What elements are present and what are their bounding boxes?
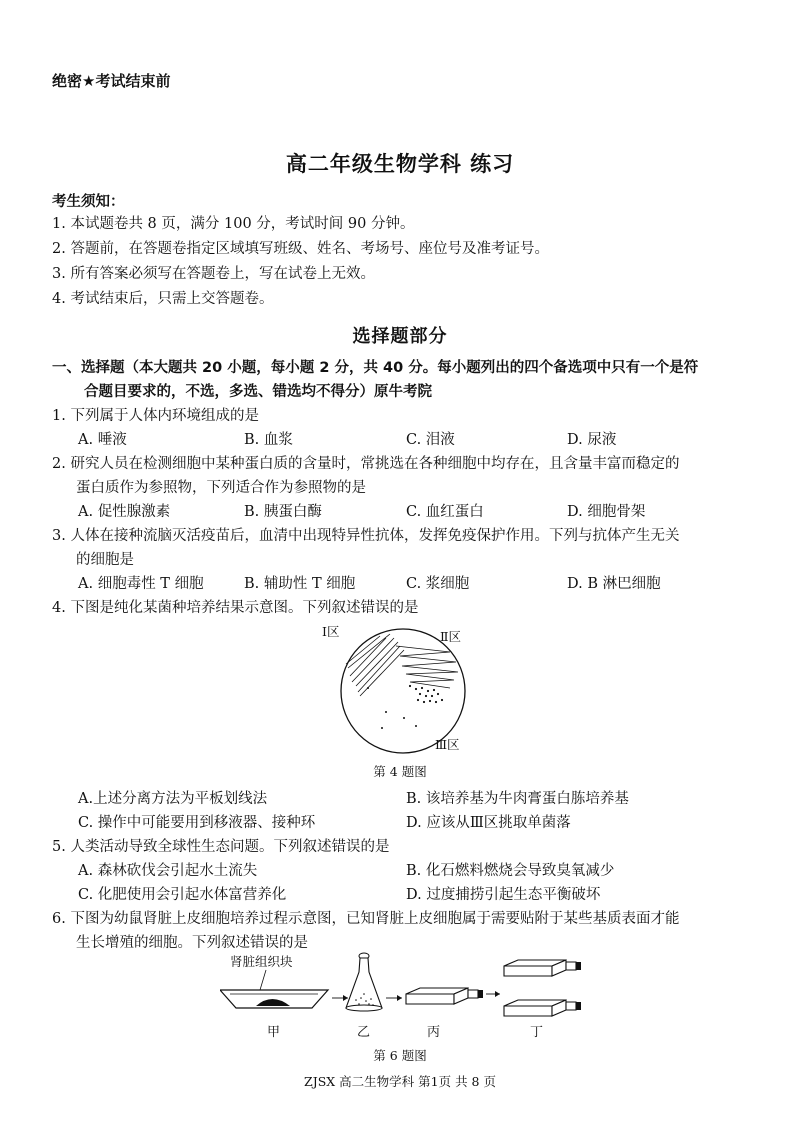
question-stem: 5. 人类活动导致全球性生态问题。下列叙述错误的是 [52, 839, 390, 855]
option-d: D. 细胞骨架 [567, 504, 646, 520]
option-d: D. B 淋巴细胞 [567, 576, 661, 592]
zone-2-label: Ⅱ区 [440, 629, 461, 644]
option-b: B. 化石燃料燃烧会导致臭氧减少 [406, 863, 615, 879]
page-title: 高二年级生物学科 练习 [285, 152, 515, 176]
option-d: D. 过度捕捞引起生态平衡破坏 [406, 887, 601, 903]
note-item: 4. 考试结束后，只需上交答题卷。 [52, 291, 274, 307]
option-a: A. 促性腺激素 [78, 504, 171, 520]
note-item: 3. 所有答案必须写在答题卷上，写在试卷上无效。 [52, 266, 375, 282]
question-stem: 的细胞是 [76, 552, 134, 568]
option-c: C. 泪液 [406, 432, 455, 448]
option-a: A. 唾液 [78, 432, 127, 448]
figure-caption: 第 6 题图 [373, 1048, 427, 1063]
option-d: D. 应该从Ⅲ区挑取单菌落 [406, 815, 571, 831]
option-a: A. 森林砍伐会引起水土流失 [78, 863, 258, 879]
option-b: B. 该培养基为牛肉膏蛋白胨培养基 [406, 791, 629, 807]
note-item: 2. 答题前，在答题卷指定区域填写班级、姓名、考场号、座位号及准考证号。 [52, 241, 549, 257]
question-stem: 蛋白质作为参照物，下列适合作为参照物的是 [76, 480, 366, 496]
petri-dish-figure [300, 616, 500, 756]
question-stem: 1. 下列属于人体内环境组成的是 [52, 408, 259, 424]
label-bing: 丙 [427, 1025, 441, 1040]
confidential-label: 绝密★考试结束前 [52, 72, 171, 90]
tissue-block-label: 肾脏组织块 [230, 954, 293, 969]
option-c: C. 浆细胞 [406, 576, 470, 592]
label-ding: 丁 [530, 1025, 544, 1040]
option-c: C. 化肥使用会引起水体富营养化 [78, 887, 287, 903]
conical-flask [346, 958, 382, 1008]
section-intro-line: 合题目要求的，不选，多选、错选均不得分）原牛考院 [84, 384, 432, 400]
figure-caption: 第 4 题图 [373, 764, 427, 779]
culture-flask-lower [504, 1000, 576, 1016]
question-stem: 4. 下图是纯化某菌种培养结果示意图。下列叙述错误的是 [52, 600, 419, 616]
question-stem: 2. 研究人员在检测细胞中某种蛋白质的含量时，常挑选在各种细胞中均存在，且含量丰富而稳定的 [52, 456, 680, 472]
option-a: A. 细胞毒性 T 细胞 [78, 576, 204, 592]
culture-flask-upper [504, 960, 576, 976]
option-b: B. 辅助性 T 细胞 [244, 576, 356, 592]
option-a: A.上述分离方法为平板划线法 [78, 791, 268, 807]
page-footer: ZJSX 高二生物学科 第1页 共 8 页 [304, 1074, 496, 1089]
option-c: C. 操作中可能要用到移液器、接种环 [78, 815, 316, 831]
culture-flask [406, 988, 478, 1004]
section-title: 选择题部分 [352, 326, 448, 347]
label-yi: 乙 [357, 1025, 371, 1040]
option-c: C. 血红蛋白 [406, 504, 484, 520]
label-pointer [260, 970, 266, 990]
notes-heading: 考生须知： [52, 194, 125, 210]
option-b: B. 胰蛋白酶 [244, 504, 322, 520]
question-stem: 6. 下图为幼鼠肾脏上皮细胞培养过程示意图，已知肾脏上皮细胞属于需要贴附于某些基质表面才能 [52, 911, 680, 927]
section-intro-line: 一、选择题（本大题共 20 小题，每小题 2 分，共 40 分。每小题列出的四个备选项中只有一个是符 [52, 360, 699, 376]
option-b: B. 血浆 [244, 432, 293, 448]
question-stem: 3. 人体在接种流脑灭活疫苗后，血清中出现特异性抗体，发挥免疫保护作用。下列与抗体产生无关 [52, 528, 680, 544]
question-stem: 生长增殖的细胞。下列叙述错误的是 [76, 935, 308, 951]
zone-3-label: Ⅲ区 [435, 737, 460, 752]
option-d: D. 尿液 [567, 432, 617, 448]
zone-1-label: Ⅰ区 [322, 624, 340, 639]
petri-dish [341, 629, 465, 753]
label-jia: 甲 [267, 1025, 281, 1040]
cell-culture-figure [220, 950, 590, 1046]
note-item: 1. 本试题卷共 8 页，满分 100 分，考试时间 90 分钟。 [52, 216, 415, 232]
